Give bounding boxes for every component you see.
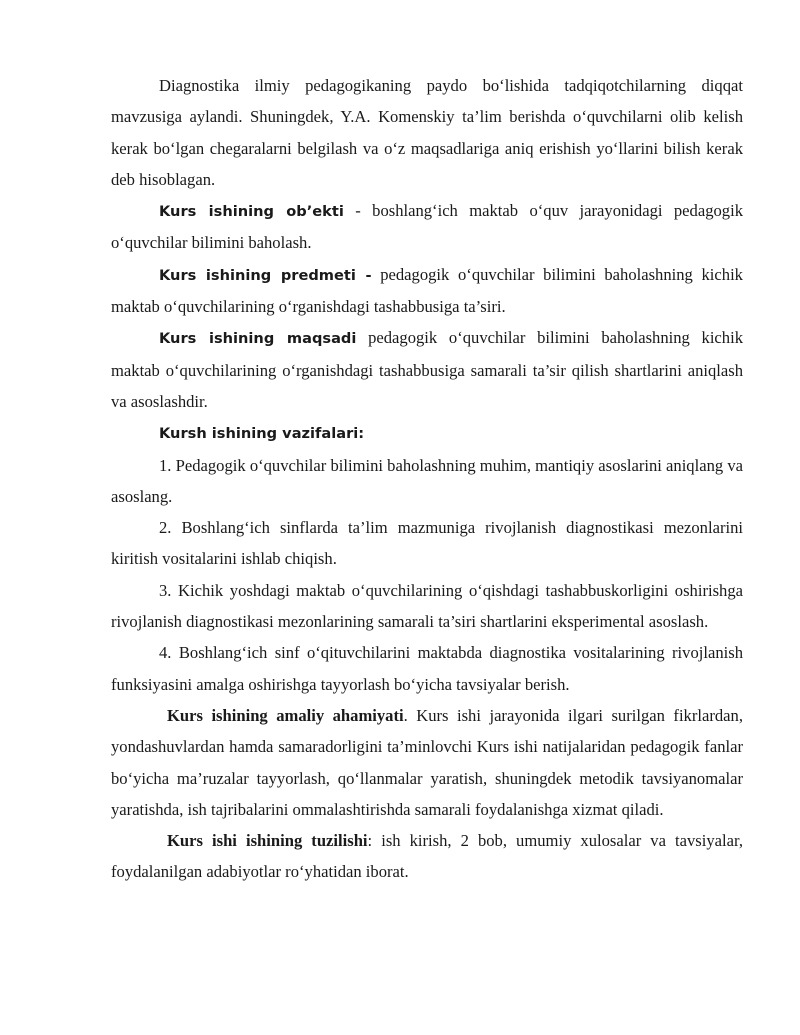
significance-heading: Kurs ishining amaliy ahamiyati [167,705,404,725]
tasks-heading: Kursh ishining vazifalari: [159,425,365,443]
object-paragraph [111,195,743,259]
object-text: - boshlang‘ich maktab o‘quv jarayonidagi pedagogik o‘quvchilar bilimini baholash. [111,201,743,253]
intro-paragraph [111,70,743,195]
goal-text: pedagogik o‘quvchilar bilimini baholashning kichik maktab o‘quvchilarining o‘rganishdagi tashabbusiga samarali ta’sir qilish shartlarini aniqlash va asoslashdir. [111,328,744,411]
goal-paragraph [111,322,743,417]
document-body [111,70,743,888]
subject-text: pedagogik o‘quvchilar bilimini baholashning kichik maktab o‘quvchilarining o‘rganishdagi tashabbusiga ta’siri. [111,264,743,317]
significance-paragraph [111,700,743,825]
task-item [111,512,743,575]
structure-heading: Kurs ishi ishining tuzilishi [167,831,368,851]
subject-heading: Kurs ishining predmeti - [159,266,372,284]
structure-paragraph [111,825,743,888]
task-item-text: 1. Pedagogik o‘quvchilar bilimini baholashning muhim, mantiqiy asoslarini aniqlang va asoslang. [111,455,743,506]
tasks-heading-paragraph [111,417,743,449]
task-item [111,575,743,638]
task-item [111,450,743,513]
intro-paragraph-text: Diagnostika ilmiy pedagogikaning paydo bo‘lishida tadqiqotchilarning diqqat mavzusiga aylandi. Shuningdek, Y.A. Komenskiy ta’lim berishda o‘quvchilarni olib kelish kerak bo‘lgan chegaralarni belgilash va o‘z maqsadlariga aniq erishish yo‘llarini bilish kerak deb hisoblagan. [111,76,743,189]
task-item [111,637,743,700]
task-item-text: 2. Boshlang‘ich sinflarda ta’lim mazmuniga rivojlanish diagnostikasi mezonlarini kiritish vositalarini ishlab chiqish. [111,518,743,569]
structure-text: : ish kirish, 2 bob, umumiy xulosalar va tavsiyalar, foydalanilgan adabiyotlar ro‘yhatidan iborat. [111,831,743,882]
subject-paragraph [111,259,743,323]
goal-heading: Kurs ishining maqsadi [159,330,357,348]
task-item-text: 4. Boshlang‘ich sinf o‘qituvchilarini maktabda diagnostika vositalarining rivojlanish funksiyasini amalga oshirishga tayyorlash bo‘yicha tavsiyalar berish. [111,643,743,694]
significance-text: . Kurs ishi jarayonida ilgari surilgan fikrlardan, yondashuvlardan hamda samaradorligini ta’minlovchi Kurs ishi natijalaridan pedagogik fanlar bo‘yicha ma’ruzalar tayyorlash, qo‘llanmalar yaratish, shuningdek metodik tavsiyanomalar yaratishda, ish tajribalarini ommalashtirishda samarali foydalanishga xizmat qiladi. [111,705,743,819]
task-item-text: 3. Kichik yoshdagi maktab o‘quvchilarining o‘qishdagi tashabbuskorligini oshirishga rivojlanish diagnostikasi mezonlarining samarali ta’siri shartlarini eksperimental asoslash. [111,580,743,632]
object-heading: Kurs ishining ob’ekti [159,203,344,221]
